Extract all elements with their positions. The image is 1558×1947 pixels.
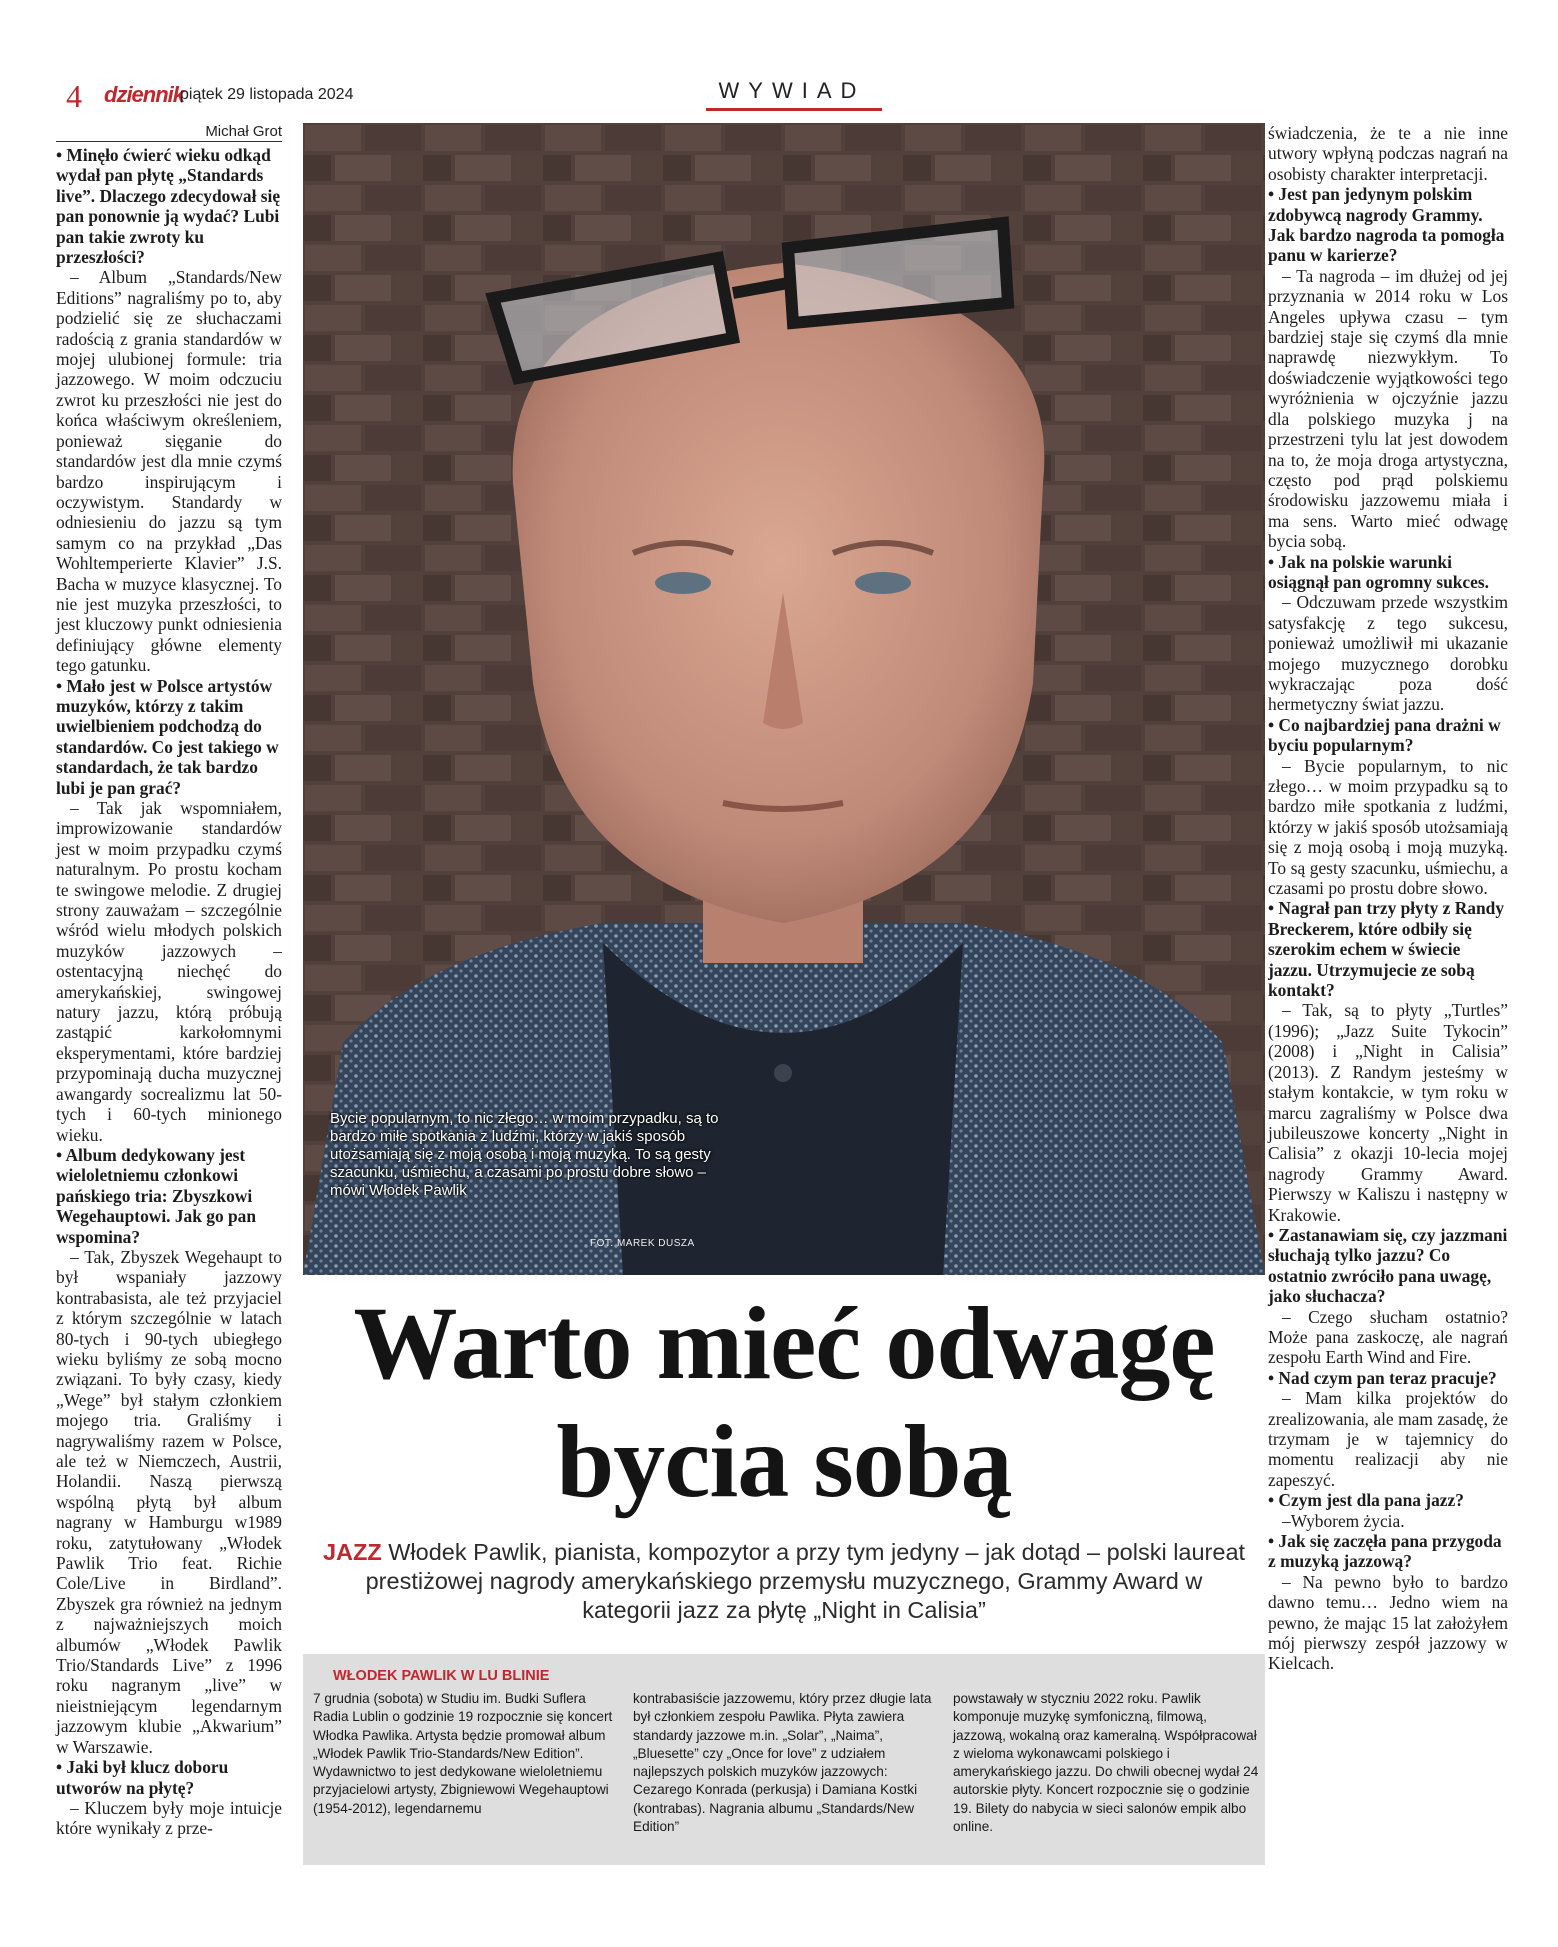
answer: – Bycie popularnym, to nic złego… w moim przypadku są to bardzo miłe spotkania z ludźmi, którzy w jakiś sposób utożsamiają się z moją osobą i moją muzyką. To są gesty szacunku, uśmiechu, a czasami po prostu dobre słowo. xyxy=(1268,755,1508,899)
info-box-column: powstawały w styczniu 2022 roku. Pawlik komponuje muzykę symfoniczną, filmową, jazzową, wokalną oraz kameralną. Współpracował z wieloma wykonawcami polskiego i amerykańskiego jazzu. Do chwili obecnej wydał 24 autorskie płyty. Koncert rozpocznie się o godzinie 19. Bilety do nabycia w sieci salonów empik albo online. xyxy=(953,1691,1259,1835)
answer: – Tak, są to płyty „Turtles” (1996); „Jazz Suite Tykocin” (2008) i „Night in Calisia” (2013). Z Randym jesteśmy w stałym kontakcie, w tym roku w marcu zagraliśmy w Polsce dwa jubileuszowe koncerty „Night in Calisia” z okazji 10-lecia mojej nagrody Grammy Award. Pierwszy w Kaliszu i następny w Krakowie. xyxy=(1268,1000,1508,1225)
question: • Nagrał pan trzy płyty z Randy Breckerem, które odbiły się szerokim echem w świecie jazzu. Utrzymujecie ze sobą kontakt? xyxy=(1268,898,1505,1001)
newspaper-logo: dziennik xyxy=(104,82,185,107)
info-box-column: 7 grudnia (sobota) w Studiu im. Budki Suflera Radia Lublin o godzinie 19 rozpocznie się koncert Włodka Pawlika. Artysta będzie promował album „Włodek Pawlik Trio-Standards/New Edition”. Wydawnictwo to jest dedykowane wieloletniemu przyjacielowi artysty, Zbigniewowi Wegehauptowi (1954-2012), legendarnemu xyxy=(313,1691,613,1816)
answer-continued: świadczenia, że te a nie inne utwory wpłyną podczas nagrań na osobisty charakter interpretacji. xyxy=(1268,123,1508,184)
answer: – Odczuwam przede wszystkim satysfakcję z tego sukcesu, ponieważ umożliwił mi ukazanie mojego muzycznego dorobku wykraczając poza dość hermetyczny świat jazzu. xyxy=(1268,592,1508,715)
question: • Album dedykowany jest wieloletniemu członkowi pańskiego tria: Zbyszkowi Wegehauptowi. Jak go pan wspomina? xyxy=(56,1144,257,1247)
question: • Jest pan jedynym polskim zdobywcą nagrody Grammy. Jak bardzo nagroda ta pomogła panu w karierze? xyxy=(1268,184,1505,266)
question: • Jaki był klucz doboru utworów na płytę? xyxy=(56,1757,229,1798)
lead-kicker: JAZZ xyxy=(322,1539,382,1565)
answer: – Kluczem były moje intuicje które wynikały z prze- xyxy=(56,1797,282,1839)
lead-paragraph xyxy=(318,1538,1250,1625)
info-box-column: kontrabasiście jazzowemu, który przez długie lata był członkiem zespołu Pawlika. Płyta zawiera standardy jazzowe m.in. „Solar”, „Naima”, „Bluesette” czy „Once for love” z udziałem najlepszych polskich muzyków jazzowych: Cezarego Konrada (perkusja) i Damiana Kostki (kontrabas). Nagrania albumu „Standards/New Edition” xyxy=(633,1691,932,1835)
photo-credit: FOT. MAREK DUSZA xyxy=(590,1238,695,1249)
section-underline xyxy=(706,108,882,111)
question: • Jak na polskie warunki osiągnął pan ogromny sukces. xyxy=(1268,551,1489,592)
right-column xyxy=(1268,123,1508,1674)
page-header xyxy=(66,78,1266,114)
portrait-illustration xyxy=(303,123,1265,1275)
issue-date: piątek 29 listopada 2024 xyxy=(180,86,354,103)
page-number: 4 xyxy=(66,78,82,114)
author-byline: Michał Grot xyxy=(56,123,282,142)
answer: – Na pewno było to bardzo dawno temu… Jedno wiem na pewno, że mając 15 lat założyłem mój pierwszy zespół jazzowy w Kielcach. xyxy=(1268,1571,1508,1674)
question: • Minęło ćwierć wieku odkąd wydał pan płytę „Standards live”. Dlaczego zdecydował się pan ponownie ją wydać? Lubi pan takie zwroty ku przeszłości? xyxy=(56,145,281,268)
photo-caption: Bycie popularnym, to nic złego… w moim przypadku, są to bardzo miłe spotkania z ludźmi, którzy w jakiś sposób utożsamiają się z moją osobą i moją muzyką. To są gesty szacunku, uśmiechu, a czasami po prostu dobre słowo – mówi Włodek Pawlik xyxy=(330,1110,719,1199)
question: • Nad czym pan teraz pracuje? xyxy=(1268,1367,1497,1388)
question: • Czym jest dla pana jazz? xyxy=(1268,1490,1464,1511)
headline: Warto mieć odwagę bycia sobą xyxy=(353,1286,1215,1519)
answer: – Tak, Zbyszek Wegehaupt to był wspaniały jazzowy kontrabasista, ale też przyjaciel z którym szczególnie w latach 80-tych i 90-tych ubiegłego wieku byliśmy ze sobą mocno związani. To były czasy, kiedy „Wege” był stałym członkiem mojego tria. Graliśmy i nagrywaliśmy razem w Polsce, ale też w Niemczech, Austrii, Holandii. Naszą pierwszą wspólną płytą był album nagrany w Hamburgu w1989 roku, zatytułowany „Włodek Pawlik Trio feat. Richie Cole/Live in Birdland”. Zbyszek gra również na jednym z najważniejszych moich albumów „Włodek Pawlik Trio/Standards Live” z 1996 roku nagranym „live” w nieistniejącym legendarnym jazzowym klubie „Akwarium” w Warszawie. xyxy=(56,1246,282,1757)
portrait-photo xyxy=(303,123,1265,1275)
question: • Jak się zaczęła pana przygoda z muzyką jazzową? xyxy=(1268,1531,1502,1572)
info-box-title: WŁODEK PAWLIK W LU BLINIE xyxy=(333,1668,550,1684)
left-column xyxy=(56,145,282,1839)
answer: – Tak jak wspomniałem, improwizowanie standardów jest w moim przypadku czymś naturalnym. Po prostu kocham te swingowe melodie. Z drugiej strony zauważam – szczególnie wśród wielu młodych polskich muzyków jazzowych – ostentacyjną niechęć do amerykańskiej, swingowej natury jazzu, którą próbują zastąpić karkołomnymi eksperymentami, które bardziej przypominają ducha muzycznej awangardy socrealizmu lat 50-tych i 60-tych minionego wieku. xyxy=(56,798,282,1145)
section-label: WYWIAD xyxy=(718,78,866,103)
answer: – Mam kilka projektów do zrealizowania, ale mam zasadę, że trzymam je w tajemnicy do momentu realizacji aby nie zapeszyć. xyxy=(1268,1388,1508,1490)
question: • Co najbardziej pana drażni w byciu popularnym? xyxy=(1268,714,1501,756)
info-box xyxy=(303,1654,1265,1865)
answer: – Album „Standards/New Editions” nagraliśmy po to, aby podzielić się ze słuchaczami radością z grania standardów w mojej ulubionej formule: tria jazzowego. W moim odczuciu zwrot ku przeszłości nie jest do końca właściwym określeniem, ponieważ sięganie do standardów jest dla mnie czymś bardzo inspirującym i oczywistym. Standardy w odniesieniu do jazzu są tym samym co na przykład „Das Wohltemperierte Klavier” J.S. Bacha w muzyce klasycznej. To nie jest muzyka przeszłości, to jest kluczowy punkt odniesienia definiujący główne elementy tego gatunku. xyxy=(56,267,282,676)
answer: – Ta nagroda – im dłużej od jej przyznania w 2014 roku w Los Angeles upływa czasu – tym bardziej staje się czymś dla mnie naprawdę niezwykłym. To doświadczenie wyjątkowości tego wyróżnienia w ojczyźnie jazzu dla polskiego muzyka j na przestrzeni tylu lat jest dowodem na to, że moja droga artystyczna, często pod prąd polskiemu środowisku jazzowemu miała i ma sens. Warto mieć odwagę bycia sobą. xyxy=(1268,265,1508,552)
question: • Zastanawiam się, czy jazzmani słuchają tylko jazzu? Co ostatnio zwróciło pana uwagę, jako słuchacza? xyxy=(1268,1224,1508,1307)
question: • Mało jest w Polsce artystów muzyków, którzy z takim uwielbieniem podchodzą do standardów. Co jest takiego w standardach, że tak bardzo lubi je pan grać? xyxy=(56,675,279,798)
lead-text: Włodek Pawlik, pianista, kompozytor a przy tym jedyny – jak dotąd – polski laureat prestiżowej nagrody amerykańskiego przemysłu muzycznego, Grammy Award w kategorii jazz za płytę „Night in Calisia” xyxy=(365,1539,1246,1623)
answer: –Wyborem życia. xyxy=(1282,1510,1405,1531)
answer: – Czego słucham ostatnio? Może pana zaskoczę, ale nagrań zespołu Earth Wind and Fire. xyxy=(1268,1306,1508,1368)
